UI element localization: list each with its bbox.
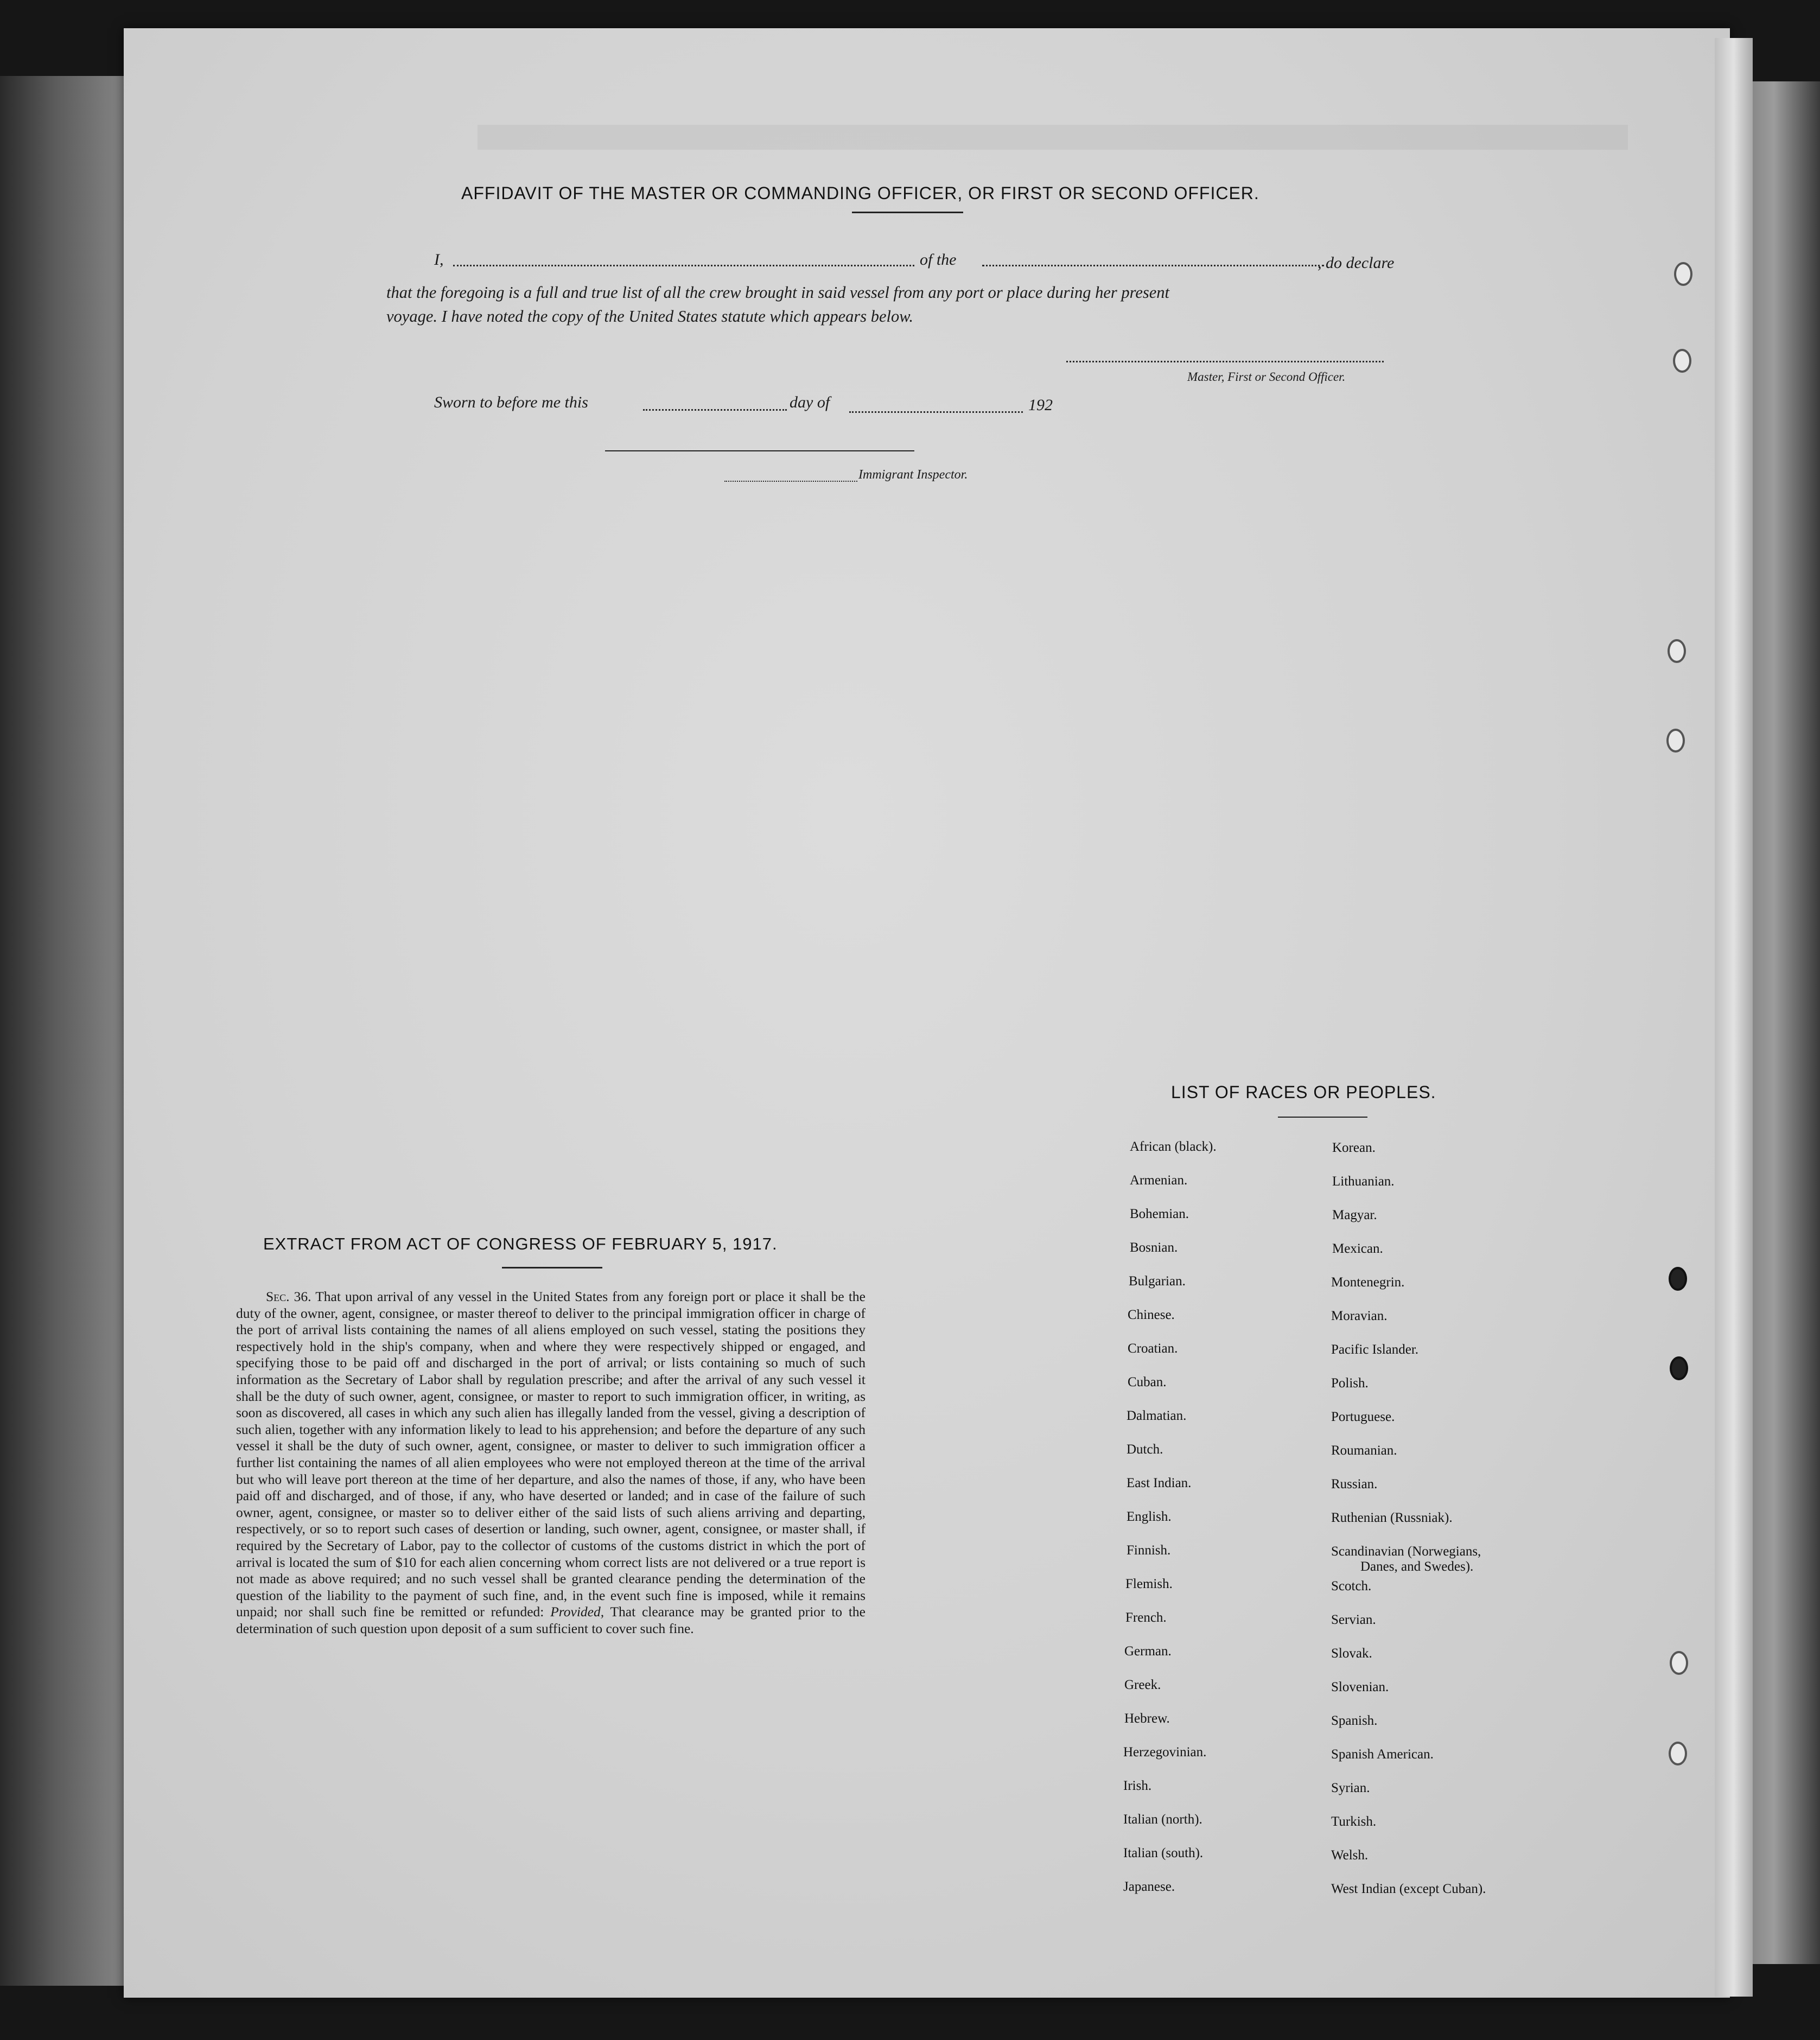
binder-hole-icon [1670, 1651, 1688, 1675]
race-item: Cuban. [1128, 1375, 1167, 1389]
race-item: Bohemian. [1130, 1207, 1189, 1221]
race-item: Montenegrin. [1331, 1275, 1405, 1290]
binder-hole-icon [1670, 1356, 1688, 1380]
bleed-through-text [478, 125, 1628, 150]
race-item: African (black). [1130, 1139, 1217, 1154]
race-item-continued: Danes, and Swedes). [1360, 1559, 1474, 1574]
inspector-signature-field[interactable] [724, 481, 857, 482]
section-body: That upon arrival of any vessel in the United States from any foreign port or place it shall be the duty of the owner, agent, consignee, or master thereof to deliver to the principal immigration officer in charge of the port of arrival lists containing the names of all aliens employed on such vessel, stating the positions they respectively hold in the ship's company, when and where they were respectively shipped or engaged, and specifying those to be paid off and discharged in the port of arrival; or lists containing so much of such information as the Secretary of Labor shall by regulation prescribe; and after the arrival of any such vessel it shall be the duty of such owner, agent, consignee, or master to report to such immigration officer, in writing, as soon as discovered, all cases in which any such alien has illegally landed from the vessel, giving a description of such alien, together with any information likely to lead to his apprehension; and before the departure of any such vessel it shall be the duty of such owner, agent, consignee, or master to deliver to such immigration officer a further list containing the names of all alien employees who were not employed thereon at the time of the arrival but who will leave port thereon at the time of her departure, and also the names of those, if any, who have been paid off and discharged, and of those, if any, who have deserted or landed; and in case of the failure of such owner, agent, consignee, or master so to deliver either of the said lists of such aliens arriving and departing, respectively, or so to report such cases of desertion or landing, such owner, agent, consignee, or master shall, if required by the Secretary of Labor, pay to the collector of customs of the customs district in which the port of arrival is located the sum of $10 for each alien concerning whom correct lists are not delivered or a true report is not made as above required; and no such vessel shall be granted clearance pending the determination of the question of the liability to the payment of such fine, and, in the event such fine is imposed, while it remains unpaid; nor shall such fine be remitted or refunded: [236, 1289, 866, 1620]
section-label: Sec. 36. [266, 1289, 311, 1304]
master-signature-caption: Master, First or Second Officer. [1187, 370, 1346, 384]
race-item: Finnish. [1127, 1543, 1171, 1558]
race-item: Chinese. [1128, 1308, 1175, 1322]
inspector-caption: Immigrant Inspector. [858, 468, 968, 482]
affidavit-heading: AFFIDAVIT OF THE MASTER OR COMMANDING OFFICER, OR FIRST OR SECOND OFFICER. [461, 183, 1259, 203]
race-item: Servian. [1331, 1612, 1376, 1627]
race-item: Lithuanian. [1332, 1174, 1395, 1189]
inspector-signature-line[interactable] [605, 450, 914, 451]
do-declare-label: , do declare [1318, 254, 1395, 272]
of-the-label: of the [920, 251, 957, 269]
sworn-month-field[interactable] [849, 411, 1023, 413]
binder-hole-icon [1666, 729, 1685, 753]
race-item: Flemish. [1125, 1577, 1173, 1591]
provided-word: Provided, [550, 1604, 604, 1620]
races-heading: LIST OF RACES OR PEOPLES. [1171, 1082, 1436, 1102]
binder-hole-icon [1669, 1742, 1687, 1765]
race-item: Moravian. [1331, 1309, 1388, 1323]
race-item: Croatian. [1128, 1341, 1178, 1356]
race-item: Polish. [1331, 1376, 1369, 1391]
race-item: Pacific Islander. [1331, 1342, 1419, 1357]
extract-heading: EXTRACT FROM ACT OF CONGRESS OF FEBRUARY 5, 1917. [263, 1234, 778, 1253]
race-item: Herzegovinian. [1123, 1745, 1207, 1759]
race-item: English. [1127, 1509, 1172, 1524]
race-item: Dutch. [1127, 1442, 1163, 1457]
race-item: Magyar. [1332, 1208, 1377, 1222]
race-item: Roumanian. [1331, 1443, 1397, 1458]
extract-heading-rule [502, 1267, 602, 1268]
race-item: Italian (north). [1123, 1812, 1202, 1827]
races-heading-rule [1278, 1117, 1367, 1118]
race-item: Greek. [1124, 1678, 1161, 1692]
binder-hole-icon [1674, 262, 1692, 286]
binder-hole-icon [1673, 349, 1691, 373]
race-item: Russian. [1331, 1477, 1378, 1491]
race-item: Irish. [1123, 1778, 1152, 1793]
race-item: Scotch. [1331, 1579, 1372, 1593]
race-item: Slovenian. [1331, 1680, 1389, 1694]
race-item: Dalmatian. [1127, 1408, 1187, 1423]
race-item: Hebrew. [1124, 1711, 1170, 1726]
sworn-label: Sworn to before me this [434, 393, 588, 411]
underlying-page-left [0, 76, 136, 1986]
declaration-line-2: voyage. I have noted the copy of the United States statute which appears below. [386, 307, 913, 326]
race-item: Spanish. [1331, 1713, 1378, 1728]
sworn-day-field[interactable] [643, 409, 787, 411]
section-body-end: That clearance may be granted prior to the determination of such question upon deposit of a sum sufficient to cover such fine. [236, 1604, 866, 1636]
race-item: Syrian. [1331, 1781, 1370, 1795]
affiant-name-field[interactable] [453, 265, 914, 266]
race-item: Turkish. [1331, 1814, 1377, 1829]
vessel-name-field[interactable] [982, 265, 1324, 266]
race-item: Armenian. [1130, 1173, 1188, 1188]
binder-hole-icon [1669, 1267, 1687, 1291]
race-item: Portuguese. [1331, 1410, 1395, 1424]
race-item: Italian (south). [1123, 1846, 1204, 1860]
document-sheet [124, 28, 1730, 1998]
binder-hole-icon [1668, 639, 1686, 663]
race-item: Korean. [1332, 1140, 1376, 1155]
master-signature-field[interactable] [1066, 361, 1384, 362]
race-item: West Indian (except Cuban). [1331, 1882, 1486, 1896]
race-item: Spanish American. [1331, 1747, 1434, 1762]
race-item: Mexican. [1332, 1241, 1383, 1256]
declaration-line-1: that the foregoing is a full and true list of all the crew brought in said vessel from any port or place during her present [386, 283, 1170, 302]
affiant-label: I, [434, 251, 444, 269]
day-of-label: day of [790, 393, 830, 411]
section-36-text [236, 1289, 866, 1637]
race-item: Slovak. [1331, 1646, 1372, 1661]
race-item: German. [1124, 1644, 1172, 1659]
race-item: Welsh. [1331, 1848, 1369, 1863]
race-item: Scandinavian (Norwegians, [1331, 1544, 1481, 1559]
sheet-edge-curl [1715, 38, 1753, 1997]
race-item: Ruthenian (Russniak). [1331, 1510, 1453, 1525]
race-item: Japanese. [1123, 1879, 1175, 1894]
race-item: Bulgarian. [1129, 1274, 1186, 1289]
race-item: French. [1125, 1610, 1167, 1625]
race-item: Bosnian. [1130, 1240, 1178, 1255]
year-prefix: 192 [1028, 396, 1053, 414]
heading-rule [852, 212, 963, 213]
race-item: East Indian. [1127, 1476, 1192, 1490]
